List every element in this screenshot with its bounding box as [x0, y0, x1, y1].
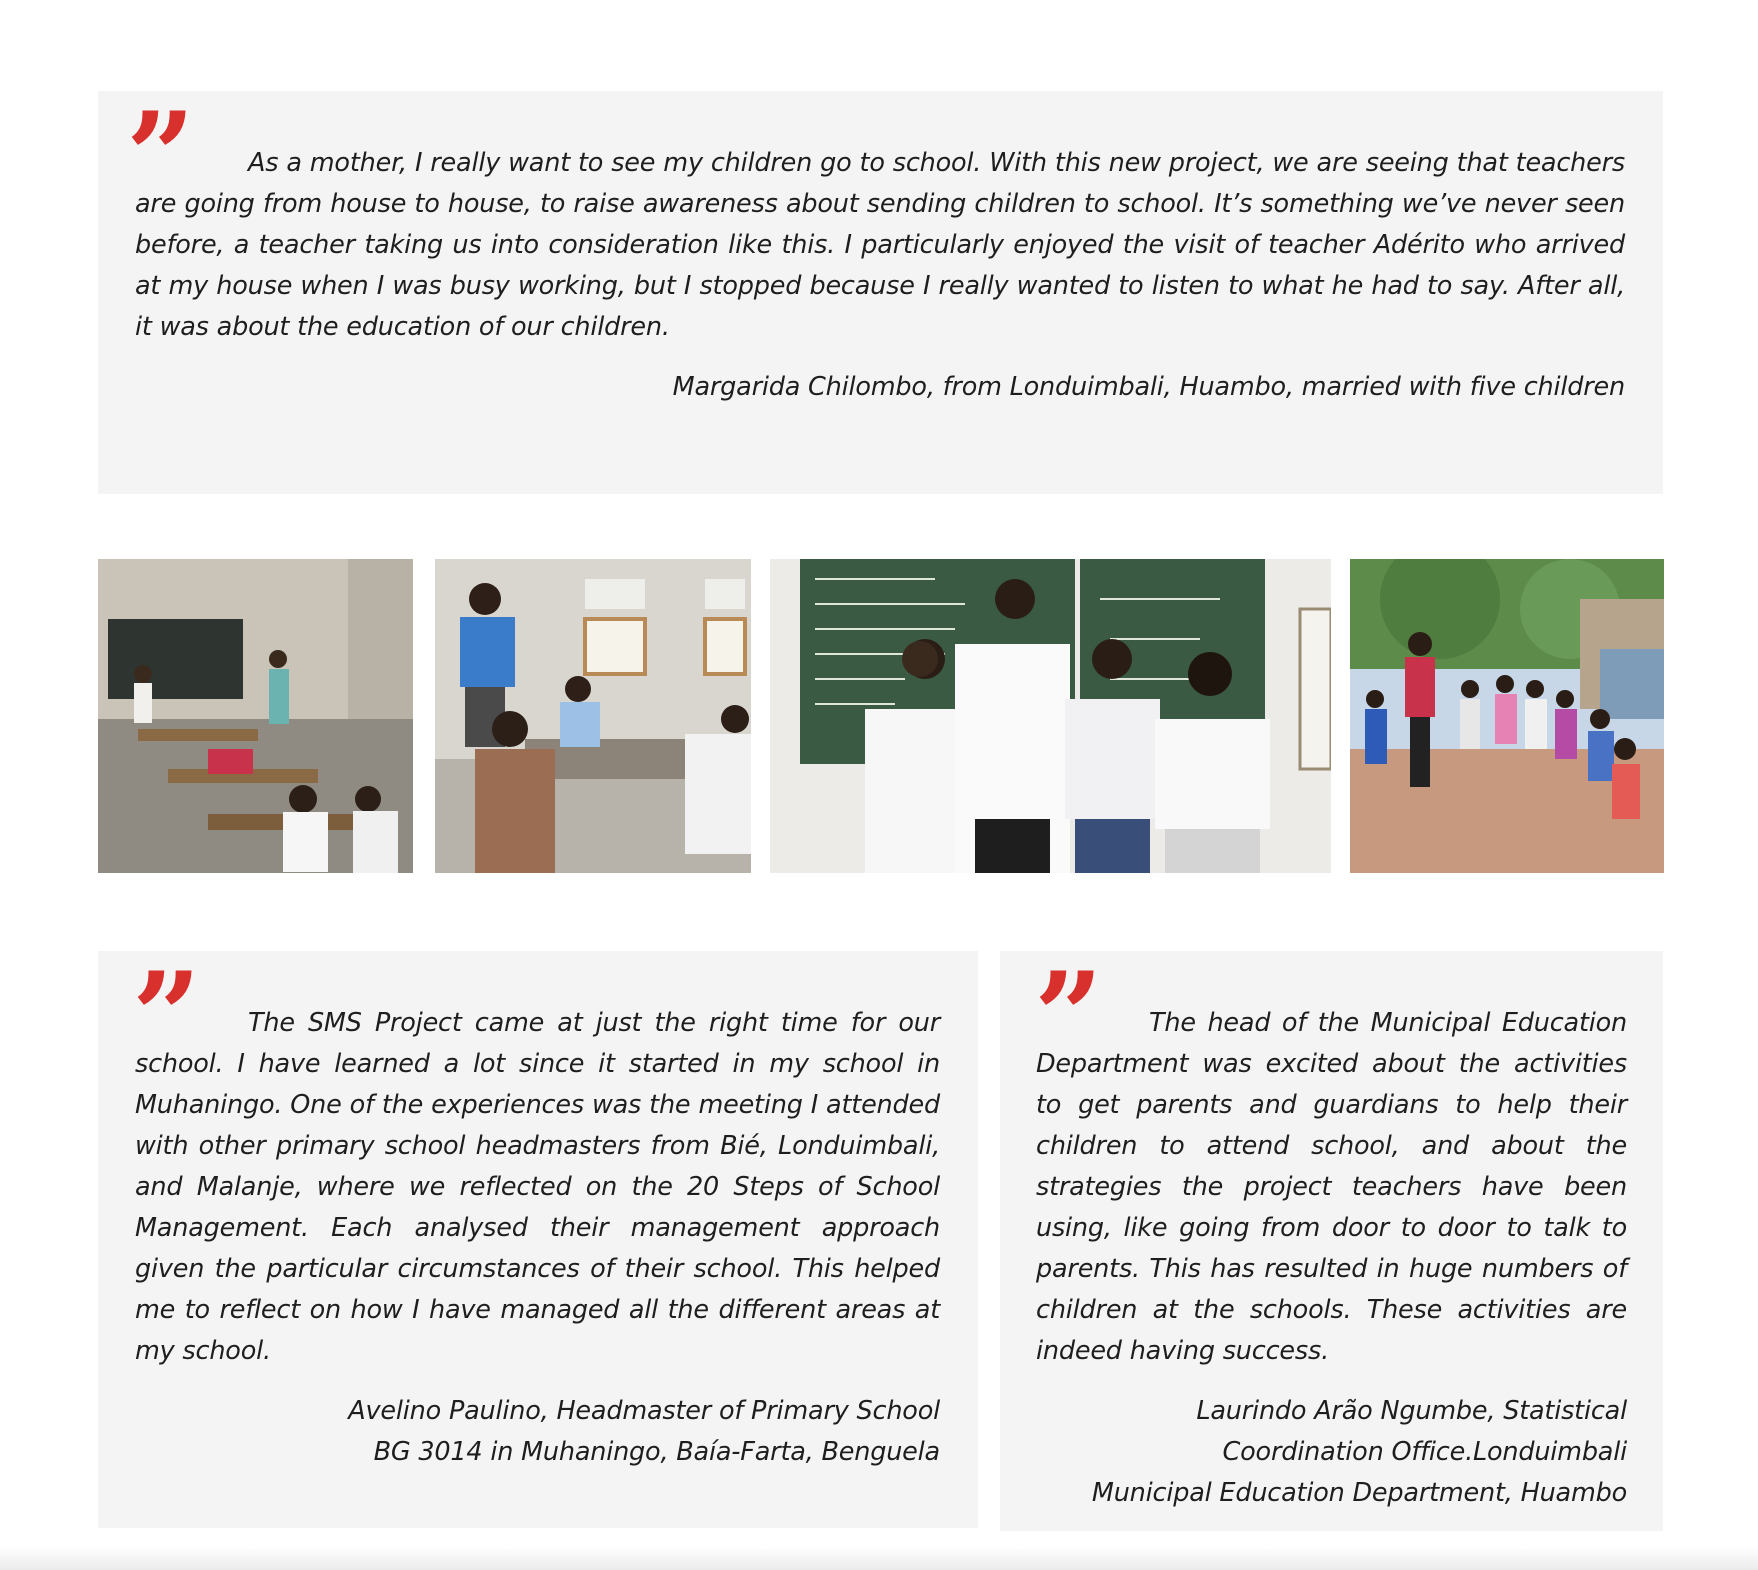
children-outdoor-photo [1350, 559, 1664, 873]
testimonial-card-right [1000, 946, 1663, 1531]
quote-mark-icon: ” [126, 86, 190, 227]
testimonial-quote: The head of the Municipal Education Department was excited about the activities to get parents and guardians to help their children to attend school, and about the strategies the project teachers have been using, like going from door to door to talk to parents. This has resulted in huge numbers of children at the schools. These activities are indeed having success. [1036, 1008, 1627, 1366]
testimonial-quote: As a mother, I really want to see my children go to school. With this new project, we are seeing that teachers are going from house to house, to raise awareness about sending children to school. It’s something we’ve never seen before, a teacher taking us into consideration like this. I particularly enjoyed the visit of teacher Adérito who arrived at my house when I was busy working, but I stopped because I really wanted to listen to what he had to say. After all, it was about the education of our children. [135, 148, 1625, 342]
testimonial-quote: The SMS Project came at just the right time for our school. I have learned a lot since it started in my school in Muhaningo. One of the experiences was the meeting I attended with other primary school headmasters from Bié, Londuimbali, and Malanje, where we reflected on the 20 Steps of School Management. Each analysed their management approach given the particular circumstances of their school. This helped me to reflect on how I have managed all the different areas at my school. [135, 1008, 940, 1366]
attribution-line: Laurindo Arão Ngumbe, Statistical [1196, 1396, 1627, 1426]
testimonial-card-left [98, 946, 978, 1528]
quote-mark-icon: ” [132, 946, 196, 1087]
attribution-line: Avelino Paulino, Headmaster of Primary School [348, 1396, 940, 1426]
blackboard-group-photo [770, 559, 1331, 873]
attribution-line: Municipal Education Department, Huambo [1091, 1478, 1627, 1508]
attribution-line: BG 3014 in Muhaningo, Baía-Farta, Benguela [373, 1437, 940, 1467]
page-bottom-edge [0, 1546, 1758, 1570]
attribution-line: Coordination Office.Londuimbali [1222, 1437, 1627, 1467]
testimonial-attribution: Margarida Chilombo, from Londuimbali, Huambo, married with five children [672, 372, 1625, 402]
quote-mark-icon: ” [1034, 946, 1098, 1087]
testimonial-attribution [1036, 1391, 1627, 1514]
testimonial-card-top [98, 86, 1663, 494]
teacher-meeting-photo [435, 559, 751, 873]
classroom-photo [98, 559, 413, 873]
testimonial-attribution [135, 1391, 940, 1473]
